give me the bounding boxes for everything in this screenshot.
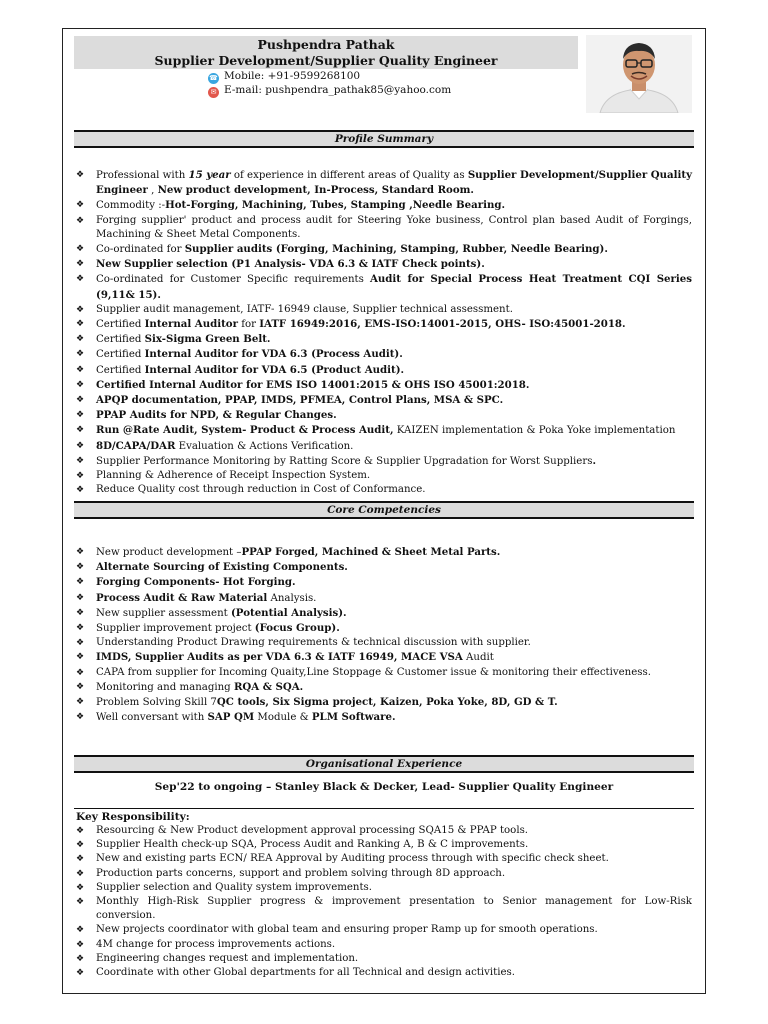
list-item (76, 257, 692, 272)
item-text: Well conversant with (96, 712, 208, 724)
responsibility-list (76, 824, 692, 980)
email-line[interactable] (208, 84, 451, 98)
list-item (76, 606, 692, 621)
core-competencies-heading: Core Competencies (74, 501, 694, 519)
profile-photo (586, 35, 692, 113)
item-text: Audit (462, 652, 494, 664)
item-text: New and existing parts ECN/ REA Approval by Auditing process through with specific check sheet. (96, 853, 609, 865)
list-item (76, 575, 692, 590)
item-text: Alternate Sourcing of Existing Components. (96, 561, 348, 574)
item-text: Certified (96, 364, 145, 376)
list-item (76, 469, 692, 483)
item-text: 4M change for process improvements actions. (96, 938, 336, 950)
list-item (76, 303, 692, 317)
mail-icon: ✉ (208, 87, 219, 98)
list-item (76, 332, 692, 347)
item-text: Certified (96, 349, 145, 361)
item-text: QC tools, Six Sigma project, Kaizen, Poka Yoke, 8D, GD & T. (216, 696, 558, 709)
item-text: Internal Auditor for VDA 6.5 (Product Audit). (144, 363, 405, 376)
item-text: 8D/CAPA/DAR (96, 439, 176, 452)
list-item (76, 378, 692, 393)
item-text: Professional with (96, 170, 189, 181)
list-item (76, 408, 692, 423)
list-item (76, 650, 692, 665)
item-text: Production parts concerns, support and problem solving through 8D approach. (96, 867, 506, 879)
item-text: SAP QM (207, 711, 255, 724)
phone-icon: ☎ (209, 74, 218, 82)
item-text: Internal Auditor (144, 318, 238, 331)
list-item (76, 852, 692, 866)
list-item (76, 666, 692, 680)
list-item (76, 680, 692, 695)
core-competencies-list (76, 545, 692, 725)
list-item (76, 214, 692, 242)
list-item (76, 952, 692, 966)
profile-summary-list (76, 168, 692, 497)
item-text: APQP documentation, PPAP, IMDS, PFMEA, Control Plans, MSA & SPC. (96, 394, 504, 407)
mobile-text: Mobile: +91-9599268100 (224, 70, 361, 82)
list-item (76, 923, 692, 937)
list-item (76, 710, 692, 725)
organisational-experience-heading: Organisational Experience (74, 755, 694, 773)
item-text: , (147, 185, 158, 197)
item-text: Engineering changes request and implementation. (96, 952, 359, 964)
divider (74, 808, 694, 809)
list-item (76, 439, 692, 454)
item-text: Process Audit & Raw Material (96, 591, 268, 604)
item-text: New Supplier selection (P1 Analysis- VDA 6.3 & IATF Check points). (96, 258, 485, 271)
list-item (76, 867, 692, 881)
candidate-title: Supplier Development/Supplier Quality Engineer (154, 53, 498, 68)
portrait-image (586, 35, 692, 113)
list-item (76, 881, 692, 895)
item-text: Hot-Forging, Machining, Tubes, Stamping ,Needle Bearing. (165, 199, 506, 212)
list-item (76, 838, 692, 852)
list-item (76, 347, 692, 362)
item-text: Supplier improvement project (96, 623, 255, 635)
item-text: Monitoring and managing (96, 681, 234, 693)
item-text: . (592, 454, 596, 467)
item-text: Certified (96, 334, 145, 346)
item-text: Problem Solving Skill 7 (96, 697, 217, 709)
item-text: New projects coordinator with global team and ensuring proper Ramp up for smooth operations. (96, 924, 598, 936)
item-text: Supplier selection and Quality system improvements. (96, 881, 373, 893)
item-text: (Potential Analysis). (230, 606, 347, 619)
item-text: Internal Auditor for VDA 6.3 (Process Audit). (144, 348, 403, 361)
item-text: Six-Sigma Green Belt. (144, 333, 271, 346)
item-text: IMDS, Supplier Audits as per VDA 6.3 & IATF 16949, MACE VSA (96, 651, 463, 664)
list-item (76, 363, 692, 378)
list-item (76, 454, 692, 469)
item-text: Supplier audit management, IATF- 16949 clause, Supplier technical assessment. (96, 303, 513, 315)
item-text: Run @Rate Audit, System- Product & Process Audit, (96, 424, 394, 437)
list-item (76, 242, 692, 257)
item-text: Certified Internal Auditor for EMS ISO 14001:2015 & OHS ISO 45001:2018. (96, 378, 530, 391)
item-text: of experience in different areas of Quality as (230, 170, 468, 181)
item-text: (Focus Group). (254, 622, 340, 635)
item-text: PPAP Audits for NPD, & Regular Changes. (96, 409, 337, 422)
item-text: Understanding Product Drawing requirements & technical discussion with supplier. (96, 637, 531, 649)
key-responsibility-label: Key Responsibility: (76, 811, 190, 823)
candidate-name: Pushpendra Pathak (257, 37, 395, 52)
profile-summary-heading: Profile Summary (74, 130, 694, 148)
item-text: PPAP Forged, Machined & Sheet Metal Parts. (241, 546, 501, 558)
item-text: Evaluation & Actions Verification. (175, 440, 354, 452)
item-text: Supplier audits (Forging, Machining, Stamping, Rubber, Needle Bearing). (184, 243, 608, 256)
item-text: Analysis. (267, 592, 317, 604)
item-text: Co-ordinated for (96, 244, 185, 256)
list-item (76, 198, 692, 213)
list-item (76, 483, 692, 497)
list-item (76, 272, 692, 302)
item-text: Coordinate with other Global departments for all Technical and design activities. (96, 967, 516, 979)
list-item (76, 560, 692, 575)
list-item (76, 591, 692, 606)
item-text: New product development – (96, 547, 242, 558)
list-item (76, 895, 692, 923)
item-text: Reduce Quality cost through reduction in Cost of Conformance. (96, 484, 426, 496)
list-item (76, 621, 692, 636)
item-text: Supplier Development/Supplier Quality Engineer (96, 169, 692, 197)
item-text: Forging supplier' product and process audit for Steering Yoke business, Control plan based Audit of Forgings, Machining & Sheet Metal Components. (96, 214, 692, 240)
list-item (76, 317, 692, 332)
list-item (76, 423, 692, 438)
item-text: CAPA from supplier for Incoming Quaity,Line Stoppage & Customer issue & monitoring their effectiveness. (96, 666, 651, 678)
item-text: for (237, 319, 260, 331)
list-item (76, 393, 692, 408)
item-text: Supplier Health check-up SQA, Process Audit and Ranking A, B & C improvements. (96, 839, 529, 851)
item-text: 15 year (188, 169, 231, 181)
item-text: Co-ordinated for Customer Specific requirements (96, 274, 370, 286)
list-item (76, 636, 692, 650)
item-text: Supplier Performance Monitoring by Ratting Score & Supplier Upgradation for Worst Suppliers (96, 455, 593, 467)
list-item (76, 168, 692, 198)
email-text[interactable]: E-mail: pushpendra_pathak85@yahoo.com (224, 84, 452, 96)
item-text: Commodity :- (96, 200, 166, 212)
item-text: Forging Components- Hot Forging. (96, 576, 296, 589)
item-text: RQA & SQA. (233, 680, 304, 693)
mobile-line (208, 70, 360, 84)
item-text: Planning & Adherence of Receipt Inspection System. (96, 470, 371, 482)
list-item (76, 545, 692, 560)
item-text: KAIZEN implementation & Poka Yoke implementation (393, 425, 676, 437)
item-text: New product development, In-Process, Standard Room. (157, 184, 474, 197)
list-item (76, 824, 692, 838)
list-item (76, 695, 692, 710)
item-text: Monthly High-Risk Supplier progress & improvement presentation to Senior management for Low-Risk conversion. (96, 896, 692, 922)
item-text: Resourcing & New Product development approval processing SQA15 & PPAP tools. (96, 825, 529, 836)
item-text: New supplier assessment (96, 607, 231, 619)
item-text: PLM Software. (311, 711, 396, 724)
experience-heading: Sep'22 to ongoing – Stanley Black & Decker, Lead- Supplier Quality Engineer (154, 781, 614, 793)
item-text: IATF 16949:2016, EMS-ISO:14001-2015, OHS- ISO:45001-2018. (259, 318, 626, 331)
item-text: Certified (96, 319, 145, 331)
item-text: Module & (254, 712, 312, 724)
list-item (76, 938, 692, 952)
item-text: Audit for Special Process Heat Treatment CQI Series (9,11& 15). (96, 273, 692, 301)
list-item (76, 966, 692, 980)
